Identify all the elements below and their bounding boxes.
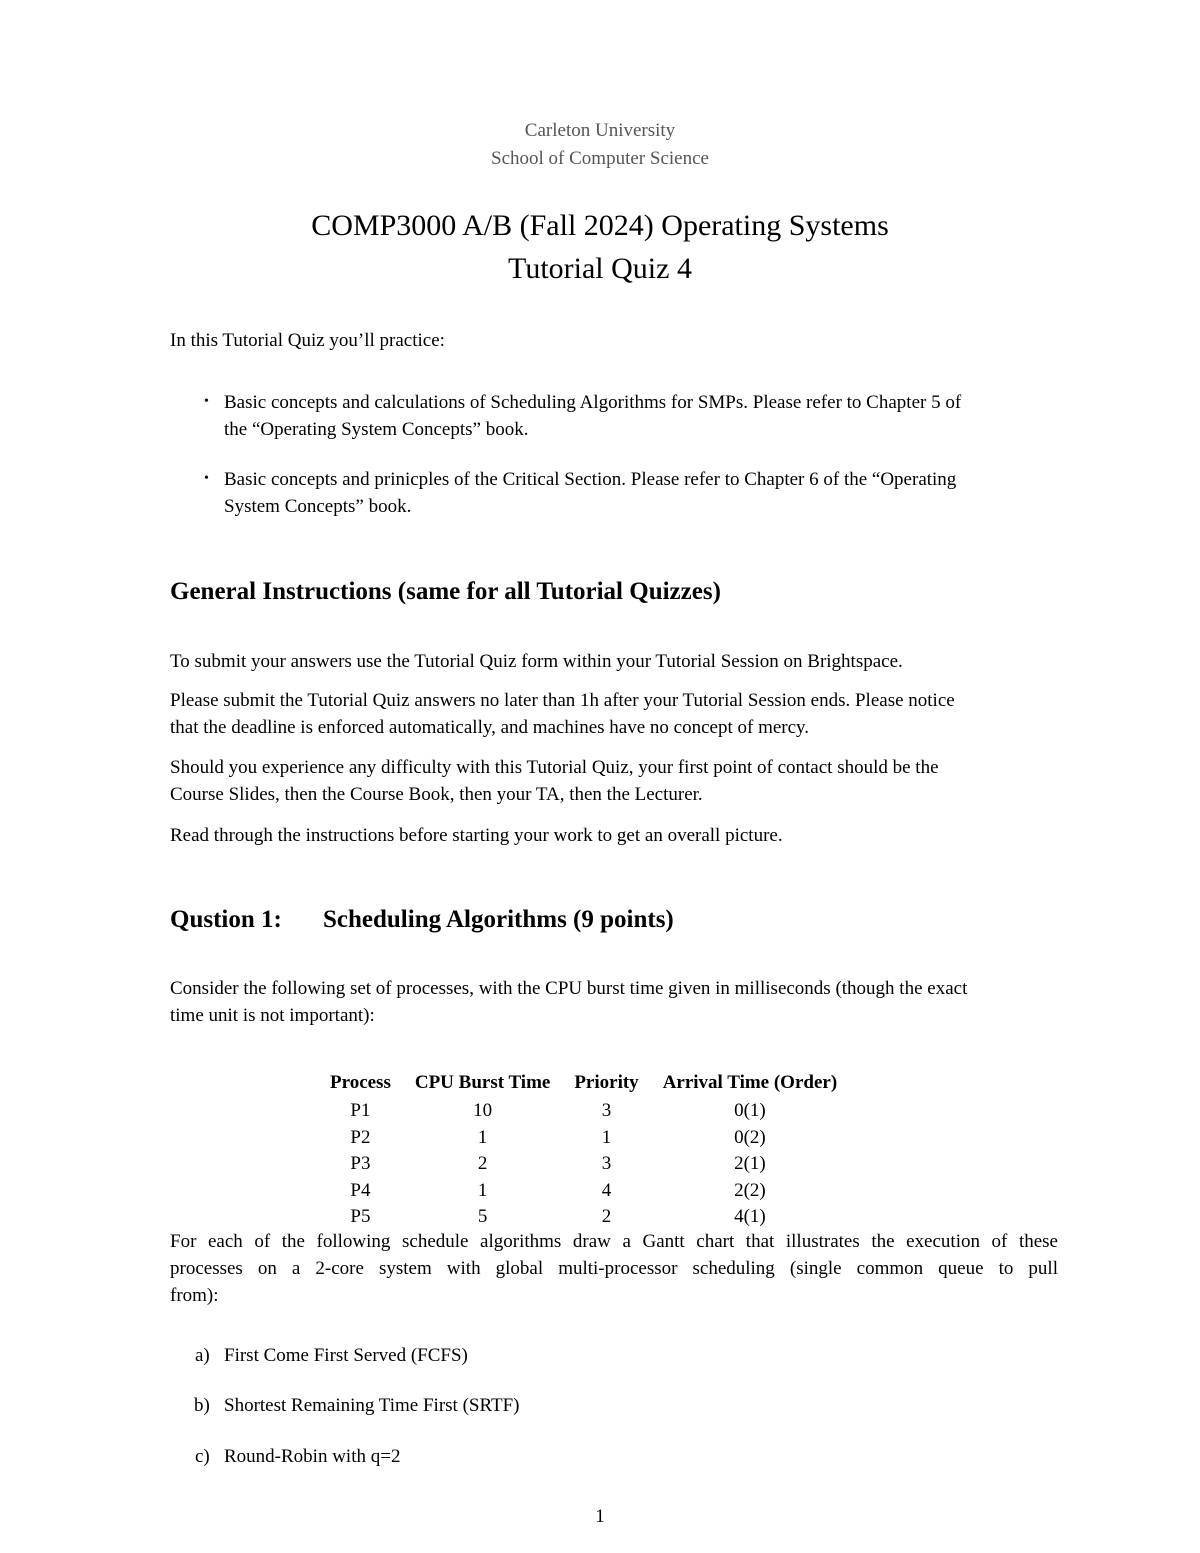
option-fcfs: First Come First Served (FCFS) — [224, 1345, 468, 1366]
intro-bullet-1: Basic concepts and calculations of Scheduling Algorithms for SMPs. Please refer to Chapter 5 of the “Operating System Concepts” book. — [224, 392, 962, 440]
general-p2: Please submit the Tutorial Quiz answers no later than 1h after your Tutorial Session ends. Please notice that the deadline is enforced automatically, and machines have no concept of mercy. — [170, 690, 955, 738]
table-cell: 5 — [477, 1206, 488, 1228]
question1-title: Scheduling Algorithms (9 points) — [323, 906, 674, 933]
question1-after-text: For each of the following schedule algorithms draw a Gantt chart that illustrates the execution of these processes on a 2-core system with global multi-processor scheduling (single common queue to pull from): — [170, 1231, 1058, 1306]
table-row — [318, 1178, 849, 1205]
school-name: School of Computer Science — [491, 148, 709, 169]
column-header: Priority — [574, 1071, 639, 1093]
course-title: COMP3000 A/B (Fall 2024) Operating Systems — [311, 209, 889, 242]
table-cell: 10 — [473, 1100, 493, 1122]
table-cell: P1 — [350, 1100, 371, 1122]
table-cell: 3 — [601, 1100, 612, 1122]
bullet-dot: • — [204, 394, 209, 409]
table-cell: P4 — [350, 1179, 371, 1201]
option-srtf: Shortest Remaining Time First (SRTF) — [224, 1395, 520, 1416]
table-row — [318, 1204, 849, 1231]
intro-bullet-2: Basic concepts and prinicples of the Critical Section. Please refer to Chapter 6 of the “Operating System Concepts” book. — [224, 469, 957, 517]
table-cell: 1 — [601, 1126, 612, 1148]
bullet-dot: • — [204, 471, 209, 486]
general-p1: To submit your answers use the Tutorial Quiz form within your Tutorial Session on Brightspace. — [170, 651, 903, 672]
option-marker: b) — [194, 1395, 210, 1416]
table-cell: 3 — [601, 1153, 612, 1175]
intro-lead: In this Tutorial Quiz you’ll practice: — [170, 330, 445, 351]
table-row — [318, 1098, 849, 1125]
general-instructions-heading: General Instructions (same for all Tutorial Quizzes) — [170, 578, 721, 605]
university-name: Carleton University — [524, 120, 676, 141]
table-cell: 4(1) — [734, 1206, 766, 1228]
table-cell: 2(1) — [734, 1153, 766, 1175]
table-header-row — [318, 1067, 849, 1098]
option-round-robin: Round-Robin with q=2 — [224, 1446, 401, 1467]
process-table — [318, 1067, 849, 1231]
table-cell: 2(2) — [734, 1179, 766, 1201]
question1-number: Qustion 1: — [170, 906, 282, 933]
column-header: Arrival Time (Order) — [662, 1071, 838, 1093]
table-cell: 2 — [477, 1153, 488, 1175]
table-cell: P2 — [350, 1126, 371, 1148]
table-cell: 1 — [477, 1126, 488, 1148]
general-p3: Should you experience any difficulty with this Tutorial Quiz, your first point of contact should be the Course Slides, then the Course Book, then your TA, then the Lecturer. — [170, 757, 939, 805]
table-cell: 0(1) — [734, 1100, 766, 1122]
table-cell: P3 — [350, 1153, 371, 1175]
table-cell: P5 — [350, 1206, 371, 1228]
option-marker: a) — [195, 1345, 210, 1366]
table-cell: 0(2) — [734, 1126, 766, 1148]
table-row — [318, 1151, 849, 1178]
question1-intro: Consider the following set of processes, with the CPU burst time given in milliseconds (though the exact time unit is not important): — [170, 978, 968, 1026]
table-cell: 1 — [477, 1179, 488, 1201]
option-marker: c) — [195, 1446, 210, 1467]
quiz-title: Tutorial Quiz 4 — [508, 252, 692, 285]
table-cell: 2 — [601, 1206, 612, 1228]
general-p4: Read through the instructions before starting your work to get an overall picture. — [170, 825, 783, 846]
table-cell: 4 — [601, 1179, 612, 1201]
page-number: 1 — [595, 1506, 605, 1527]
table-row — [318, 1125, 849, 1152]
column-header: CPU Burst Time — [414, 1071, 551, 1093]
column-header: Process — [330, 1071, 391, 1093]
